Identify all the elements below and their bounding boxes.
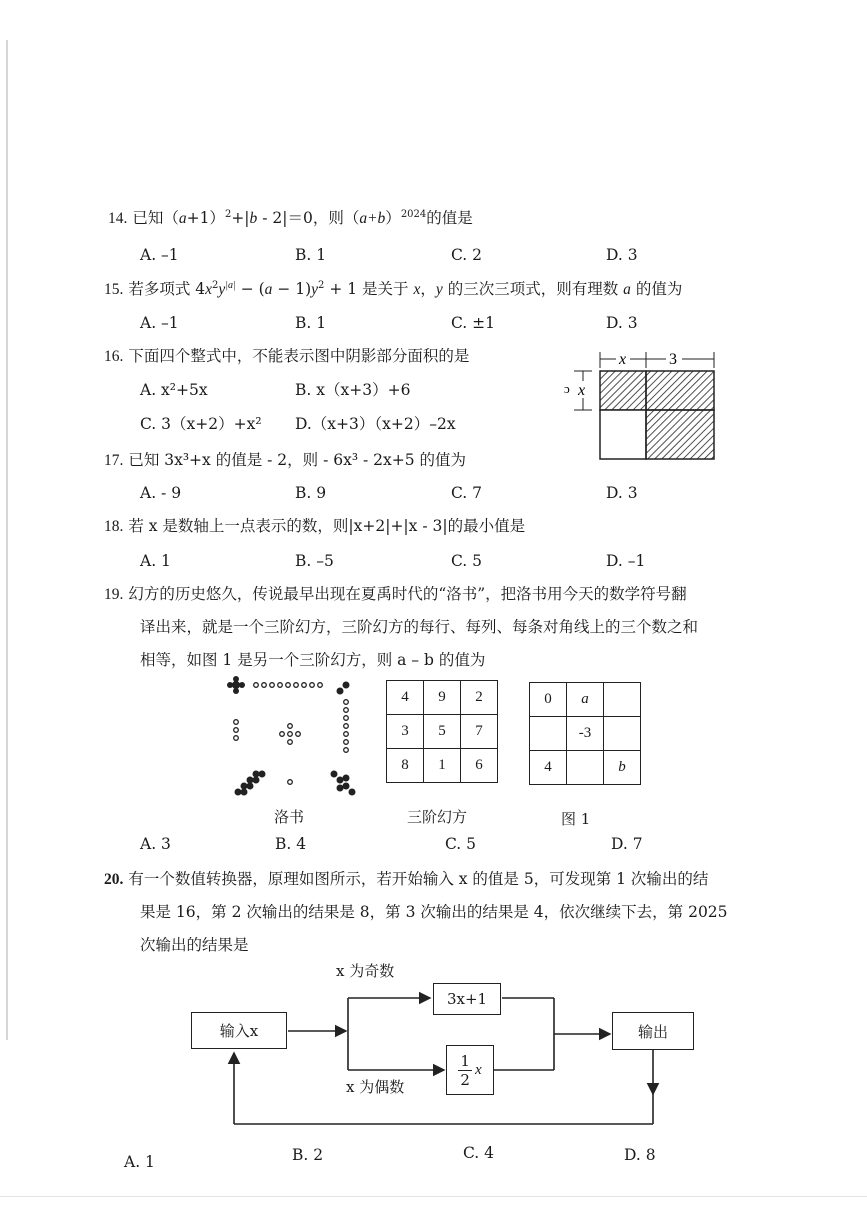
flow-even-label: x 为偶数 [346, 1078, 405, 1096]
flow-even-box [446, 1045, 494, 1095]
luoshu-figure [222, 672, 362, 802]
q15-exp: 2 [318, 279, 325, 291]
figure-1-table [529, 682, 641, 785]
q20-text-line: 果是 16，第 2 次输出的结果是 8，第 3 次输出的结果是 4，依次继续下去，第 2025 [140, 903, 728, 921]
question-17 [104, 449, 466, 472]
q17-option-b[interactable]: B. 9 [295, 484, 327, 502]
caption-magic-square: 三阶幻方 [407, 808, 468, 826]
q14-text: ） [385, 209, 401, 227]
q16-area-figure [560, 348, 730, 464]
q15-text: − ( [235, 280, 265, 298]
fig1-cell [567, 751, 604, 785]
q18-option-b[interactable]: B. –5 [295, 552, 334, 570]
page-bottom-edge [0, 1196, 867, 1197]
q19-text-line: 相等，如图 1 是另一个三阶幻方，则 a – b 的值为 [140, 651, 486, 669]
q15-var: x [413, 281, 421, 298]
q20-option-b[interactable]: B. 2 [292, 1146, 324, 1164]
fraction-numerator: 1 [460, 1051, 470, 1070]
q15-var: y [311, 281, 319, 298]
fig1-cell [604, 717, 641, 751]
q15-text: − 1) [272, 280, 312, 298]
q20-text-line: 次输出的结果是 [140, 936, 249, 954]
q15-var: y [435, 281, 443, 298]
q16-option-a[interactable]: A. x²+5x [140, 381, 208, 399]
flow-input-label: 输入x [219, 1022, 259, 1040]
q15-text: 的值为 [630, 280, 683, 298]
flow-output-box [612, 1012, 694, 1050]
magic-square-cell: 4 [387, 681, 424, 715]
q14-text: +| [231, 209, 250, 227]
q20-option-d[interactable]: D. 8 [624, 1146, 656, 1164]
q15-text: 的三次三项式，则有理数 [442, 280, 624, 298]
q15-text: + 1 是关于 [324, 280, 414, 298]
q14-exp: 2024 [400, 208, 427, 220]
q14-text: 已知（ [132, 209, 179, 227]
caption-figure-1: 图 1 [561, 810, 591, 828]
q14-var-b: b [249, 210, 258, 227]
q17-option-d[interactable]: D. 3 [606, 484, 638, 502]
question-number: 18. [104, 518, 124, 535]
magic-square-cell: 6 [461, 749, 498, 783]
flow-odd-label: x 为奇数 [336, 962, 395, 980]
q16-option-c[interactable]: C. 3（x+2）+x² [140, 415, 262, 433]
fig1-cell: 4 [530, 751, 567, 785]
q15-option-d[interactable]: D. 3 [606, 314, 638, 332]
q19-option-c[interactable]: C. 5 [445, 835, 477, 853]
q16-label-x-top: x [619, 351, 627, 368]
q19-option-a[interactable]: A. 3 [140, 835, 171, 853]
q14-exp: 2 [224, 208, 232, 220]
flow-even-var: x [474, 1061, 482, 1078]
page-left-edge [6, 40, 8, 1040]
magic-square-cell: 2 [461, 681, 498, 715]
question-15 [104, 278, 682, 301]
q18-option-d[interactable]: D. –1 [606, 552, 646, 570]
q17-option-c[interactable]: C. 7 [451, 484, 483, 502]
fig1-cell [604, 683, 641, 717]
flow-input-box [191, 1012, 287, 1049]
fig1-cell: a [567, 683, 604, 717]
magic-square-cell: 5 [424, 715, 461, 749]
question-number: 17. [104, 452, 124, 469]
magic-square-table [386, 680, 498, 783]
flow-output-label: 输出 [637, 1022, 668, 1041]
magic-square-cell: 3 [387, 715, 424, 749]
q15-var: x [205, 281, 212, 298]
q20-option-a[interactable]: A. 1 [124, 1153, 155, 1171]
q19-text-line: 译出来，就是一个三阶幻方，三阶幻方的每行、每列、每条对角线上的三个数之和 [140, 618, 699, 636]
q15-exp: 2 [212, 279, 219, 291]
q15-option-c[interactable]: C. ±1 [451, 314, 496, 332]
q17-option-a[interactable]: A. - 9 [140, 484, 182, 502]
q18-option-a[interactable]: A. 1 [140, 552, 171, 570]
magic-square-cell: 1 [424, 749, 461, 783]
q18-option-c[interactable]: C. 5 [451, 552, 483, 570]
question-14 [108, 207, 473, 230]
q20-text-line: 有一个数值转换器，原理如图所示，若开始输入 x 的值是 5，可发现第 1 次输出的结 [128, 870, 709, 888]
question-18 [104, 515, 525, 538]
question-20 [104, 868, 708, 891]
q15-text: ， [420, 280, 436, 298]
q15-option-b[interactable]: B. 1 [295, 314, 327, 332]
svg-text:ɔ: ɔ [564, 381, 570, 396]
fig1-cell: 0 [530, 683, 567, 717]
q15-text: 若多项式 4 [128, 280, 206, 298]
fig1-cell: b [604, 751, 641, 785]
caption-luoshu: 洛书 [274, 808, 305, 826]
q16-label-3: 3 [669, 351, 677, 368]
q16-text: 下面四个整式中，不能表示图中阴影部分面积的是 [128, 347, 470, 365]
fraction-denominator: 2 [460, 1070, 470, 1089]
q19-option-b[interactable]: B. 4 [275, 835, 307, 853]
q14-var-ab: a+b [359, 210, 386, 227]
question-16 [104, 345, 469, 368]
flow-even-fraction [458, 1052, 472, 1089]
q14-option-d[interactable]: D. 3 [606, 246, 638, 264]
q14-option-c[interactable]: C. 2 [451, 246, 483, 264]
fig1-cell [530, 717, 567, 751]
q15-var: a [264, 281, 273, 298]
q15-option-a[interactable]: A. –1 [140, 314, 179, 332]
q16-option-d[interactable]: D.（x+3）（x+2）–2x [295, 415, 456, 433]
q19-option-d[interactable]: D. 7 [611, 835, 643, 853]
magic-square-cell: 9 [424, 681, 461, 715]
question-19 [104, 583, 687, 606]
q18-text: 若 x 是数轴上一点表示的数，则|x+2|+|x - 3|的最小值是 [128, 517, 526, 535]
q14-var-a: a [178, 210, 187, 227]
q14-text: - 2|＝0，则（ [257, 209, 360, 227]
flow-odd-expression: 3x+1 [446, 990, 488, 1008]
q15-var: y [218, 281, 226, 298]
question-number: 14. [108, 210, 128, 227]
q15-var: a [623, 281, 631, 298]
q19-text-line: 幻方的历史悠久，传说最早出现在夏禹时代的“洛书”，把洛书用今天的数学符号翻 [128, 585, 687, 603]
question-number: 15. [104, 281, 124, 298]
magic-square-cell: 7 [461, 715, 498, 749]
q20-option-c[interactable]: C. 4 [463, 1144, 495, 1162]
q17-text: 已知 3x³+x 的值是 - 2，则 - 6x³ - 2x+5 的值为 [128, 451, 467, 469]
question-number: 20. [104, 871, 124, 888]
question-number: 16. [104, 348, 124, 365]
q16-option-b[interactable]: B. x（x+3）+6 [295, 381, 411, 399]
fig1-cell: -3 [567, 717, 604, 751]
q14-text: 的值是 [426, 209, 473, 227]
magic-square-cell: 8 [387, 749, 424, 783]
q15-exp: |a| [225, 279, 236, 291]
question-number: 19. [104, 586, 124, 603]
q14-option-b[interactable]: B. 1 [295, 246, 327, 264]
q14-text: +1） [186, 209, 225, 227]
q16-label-x-left: x [578, 382, 586, 399]
q14-option-a[interactable]: A. –1 [140, 246, 179, 264]
flow-odd-box [433, 983, 501, 1015]
